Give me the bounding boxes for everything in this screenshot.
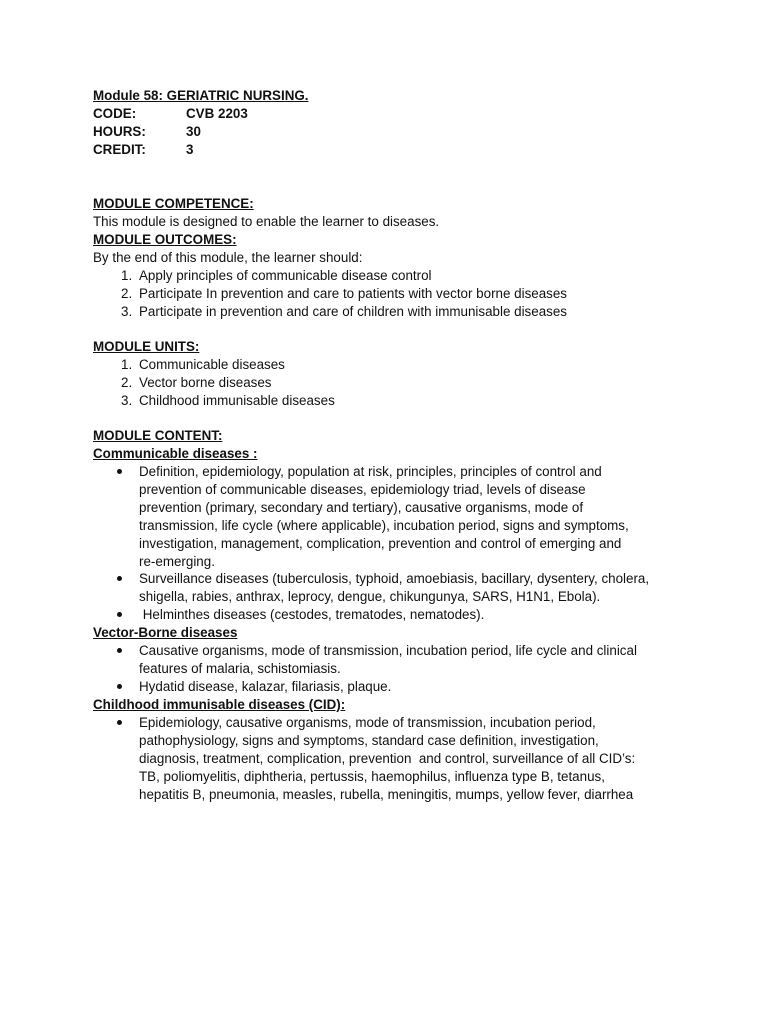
spacer xyxy=(93,321,683,338)
list-item xyxy=(93,463,683,570)
childhood-heading: Childhood immunisable diseases (CID): xyxy=(93,696,346,712)
bullet-icon xyxy=(93,570,139,606)
meta-value: CVB 2203 xyxy=(186,106,248,121)
list-item xyxy=(93,303,683,321)
spacer xyxy=(93,410,683,427)
list-item-text: Surveillance diseases (tuberculosis, typhoid, amoebiasis, bacillary, dysentery, cholera, shigella, rabies, anthrax, leprocy, dengue, chikungunya, SARS, H1N1, Ebola). xyxy=(139,571,650,605)
list-number: 2. xyxy=(121,375,133,390)
list-item-text: Epidemiology, causative organisms, mode of transmission, incubation period, pathophysiology, signs and symptoms, standard case definition, investigation, diagnosis, treatment, complication, prevention and control, surveillance of all CID’s: TB, poliomyelitis, diphtheria, pertussis, haemophilus, influenza type B, tetanus, hepatitis B, pneumonia, measles, rubella, meningitis, mumps, yellow fever, diarrhea xyxy=(139,714,636,802)
list-item-text: Definition, epidemiology, population at risk, principles, principles of control and prevention of communicable diseases, epidemiology triad, levels of disease prevention (primary, secondary and tertiary), causative organisms, mode of transmission, life cycle (where applicable), incubation period, signs and symptoms, investigation, management, complication, prevention and control of emerging and re-emerging. xyxy=(139,464,629,569)
bullet-icon xyxy=(93,463,139,570)
vector-bullets xyxy=(93,642,683,696)
list-item-text: Helminthes diseases (cestodes, trematodes, nematodes). xyxy=(139,607,485,623)
meta-key: CODE: xyxy=(93,106,137,121)
list-item-text: Causative organisms, mode of transmission, incubation period, life cycle and clinical features of malaria, schistomiasis. xyxy=(139,643,637,677)
list-number: 3. xyxy=(121,304,133,319)
outcomes-heading: MODULE OUTCOMES: xyxy=(93,232,237,247)
list-item-text: Hydatid disease, kalazar, filariasis, plaque. xyxy=(139,678,392,694)
outcomes-intro: By the end of this module, the learner should: xyxy=(93,250,363,265)
list-item xyxy=(93,606,683,624)
meta-key: HOURS: xyxy=(93,124,146,139)
list-item-text: Apply principles of communicable disease control xyxy=(139,268,432,283)
units-heading: MODULE UNITS: xyxy=(93,339,200,354)
bullet-icon xyxy=(93,678,139,696)
list-item xyxy=(93,570,683,606)
meta-value: 30 xyxy=(186,124,201,139)
list-item xyxy=(93,678,683,696)
list-item xyxy=(93,267,683,285)
bullet-icon xyxy=(93,714,139,804)
list-item xyxy=(93,392,683,410)
list-item-text: Communicable diseases xyxy=(139,357,285,372)
document-page xyxy=(93,87,683,803)
list-item-text: Vector borne diseases xyxy=(139,375,272,390)
bullet-icon xyxy=(93,642,139,678)
communicable-heading: Communicable diseases : xyxy=(93,446,258,461)
communicable-bullets xyxy=(93,463,683,624)
meta-value: 3 xyxy=(186,142,194,157)
meta-row-hours xyxy=(93,123,683,141)
meta-key: CREDIT: xyxy=(93,142,146,157)
list-item xyxy=(93,356,683,374)
list-number: 1. xyxy=(121,268,133,283)
competence-heading: MODULE COMPETENCE: xyxy=(93,196,254,211)
module-title: Module 58: GERIATRIC NURSING. xyxy=(93,88,309,103)
list-number: 2. xyxy=(121,286,133,301)
list-item-text: Participate In prevention and care to patients with vector borne diseases xyxy=(139,286,568,301)
content-heading: MODULE CONTENT: xyxy=(93,428,223,443)
list-number: 3. xyxy=(121,393,133,408)
list-item-text: Childhood immunisable diseases xyxy=(139,393,335,408)
list-item-text: Participate in prevention and care of children with immunisable diseases xyxy=(139,304,567,319)
list-item xyxy=(93,642,683,678)
childhood-bullets xyxy=(93,714,683,804)
meta-row-credit xyxy=(93,141,683,159)
competence-text: This module is designed to enable the learner to diseases. xyxy=(93,214,440,229)
spacer xyxy=(93,159,683,195)
list-item xyxy=(93,285,683,303)
bullet-icon xyxy=(93,606,139,624)
vector-heading: Vector-Borne diseases xyxy=(93,625,238,641)
outcomes-list xyxy=(93,267,683,321)
meta-row-code xyxy=(93,105,683,123)
list-number: 1. xyxy=(121,357,133,372)
list-item xyxy=(93,714,683,804)
list-item xyxy=(93,374,683,392)
units-list xyxy=(93,356,683,410)
